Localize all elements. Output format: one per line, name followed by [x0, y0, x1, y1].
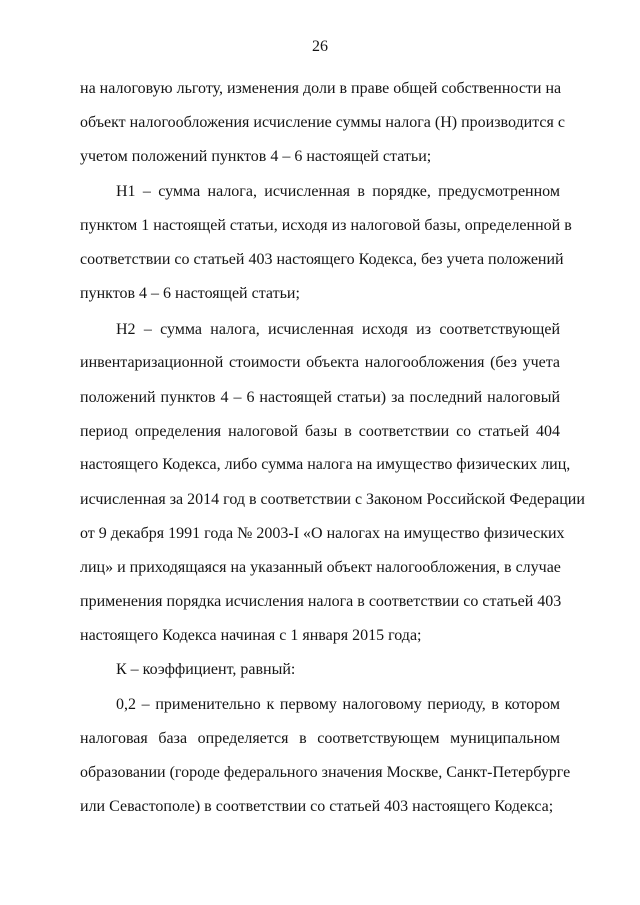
text-line: исчисленная за 2014 год в соответствии с Законом Российской Федерации	[80, 491, 585, 508]
text-line: образовании (городе федерального значения Москве, Санкт-Петербурге	[80, 764, 571, 781]
page-number: 26	[312, 38, 328, 55]
text-line: или Севастополе) в соответствии со статьей 403 настоящего Кодекса;	[80, 798, 554, 815]
text-line: лиц» и приходящаяся на указанный объект налогообложения, в случае	[80, 559, 561, 576]
text-line: соответствии со статьей 403 настоящего Кодекса, без учета положений	[80, 251, 564, 268]
text-line: применения порядка исчисления налога в соответствии со статьей 403	[80, 593, 562, 610]
text-line: настоящего Кодекса, либо сумма налога на имущество физических лиц,	[80, 456, 571, 473]
text-line: Н2 – сумма налога, исчисленная исходя из соответствующей	[116, 321, 560, 338]
text-line: от 9 декабря 1991 года № 2003-I «О налогах на имущество физических	[80, 525, 565, 542]
text-line: положений пунктов 4 – 6 настоящей статьи) за последний налоговый	[80, 389, 560, 406]
text-line: пунктом 1 настоящей статьи, исходя из налоговой базы, определенной в	[80, 217, 572, 234]
text-line: пунктов 4 – 6 настоящей статьи;	[80, 285, 300, 302]
text-line: налоговая база определяется в соответствующем муниципальном	[80, 730, 560, 747]
text-line: учетом положений пунктов 4 – 6 настоящей статьи;	[80, 148, 432, 165]
text-line: К – коэффициент, равный:	[116, 661, 296, 678]
text-line: 0,2 – применительно к первому налоговому периоду, в котором	[116, 696, 560, 713]
text-line: объект налогообложения исчисление суммы налога (Н) производится с	[80, 114, 565, 131]
text-line: на налоговую льготу, изменения доли в праве общей собственности на	[80, 80, 562, 97]
text-line: Н1 – сумма налога, исчисленная в порядке, предусмотренном	[116, 183, 560, 200]
text-line: настоящего Кодекса начиная с 1 января 2015 года;	[80, 627, 422, 644]
text-line: период определения налоговой базы в соответствии со статьей 404	[80, 423, 560, 440]
text-line: инвентаризационной стоимости объекта налогообложения (без учета	[80, 354, 560, 371]
